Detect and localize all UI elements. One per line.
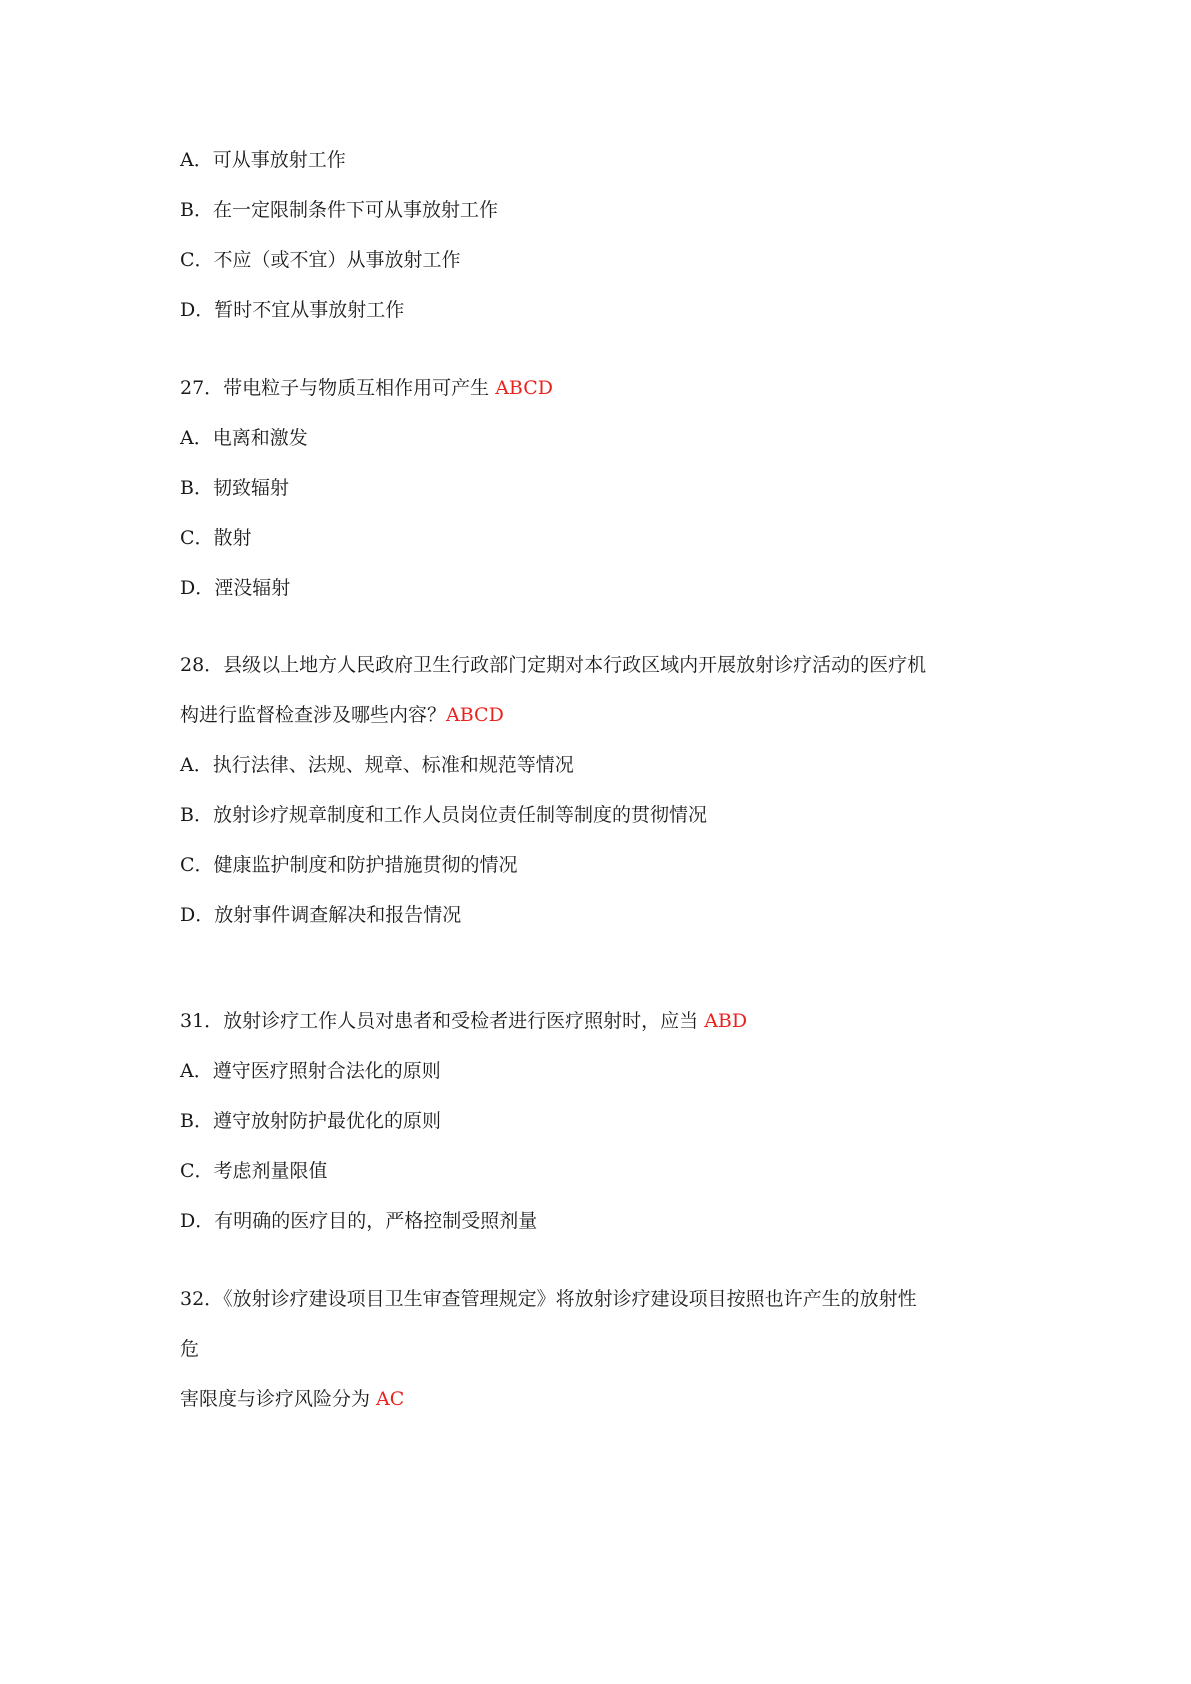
q26-option-d: D．暂时不宜从事放射工作 (180, 299, 405, 321)
q32-question-line1: 32．《放射诊疗建设项目卫生审查管理规定》将放射诊疗建设项目按照也许产生的放射性 (180, 1288, 917, 1310)
q26-option-c: C．不应（或不宜）从事放射工作 (180, 249, 461, 271)
q31-answer: ABD (704, 1010, 748, 1032)
q27-answer: ABCD (495, 377, 553, 399)
q28-option-d: D．放射事件调查解决和报告情况 (180, 904, 462, 926)
q28-option-a: A．执行法律、法规、规章、标准和规范等情况 (180, 754, 574, 776)
q32-question-line2: 危 (180, 1338, 200, 1360)
q27-option-a: A．电离和激发 (180, 427, 308, 449)
q27-option-c: C．散射 (180, 527, 252, 549)
q31-option-a: A．遵守医疗照射合法化的原则 (180, 1060, 441, 1082)
q27-question-text: 27．带电粒子与物质互相作用可产生 (180, 377, 490, 399)
q28-question-line2 (180, 703, 504, 727)
q28-question-line1: 28．县级以上地方人民政府卫生行政部门定期对本行政区域内开展放射诊疗活动的医疗机 (180, 654, 927, 676)
q27-question (180, 376, 553, 400)
q32-question-text: 害限度与诊疗风险分为 (180, 1388, 371, 1410)
q31-option-d: D．有明确的医疗目的，严格控制受照剂量 (180, 1210, 538, 1232)
q31-question-text: 31．放射诊疗工作人员对患者和受检者进行医疗照射时，应当 (180, 1010, 699, 1032)
q26-option-a: A．可从事放射工作 (180, 149, 346, 171)
q28-question-text: 构进行监督检查涉及哪些内容？ (180, 704, 447, 726)
q28-option-b: B．放射诊疗规章制度和工作人员岗位责任制等制度的贯彻情况 (180, 804, 707, 826)
q26-option-b: B．在一定限制条件下可从事放射工作 (180, 199, 498, 221)
q31-option-b: B．遵守放射防护最优化的原则 (180, 1110, 441, 1132)
q27-option-b: B．韧致辐射 (180, 477, 289, 499)
q27-option-d: D．湮没辐射 (180, 577, 291, 599)
q32-answer: AC (376, 1388, 405, 1410)
q28-answer: ABCD (446, 704, 504, 726)
q32-question-line3 (180, 1387, 404, 1411)
q28-option-c: C．健康监护制度和防护措施贯彻的情况 (180, 854, 518, 876)
q31-question (180, 1009, 747, 1033)
q31-option-c: C．考虑剂量限值 (180, 1160, 328, 1182)
